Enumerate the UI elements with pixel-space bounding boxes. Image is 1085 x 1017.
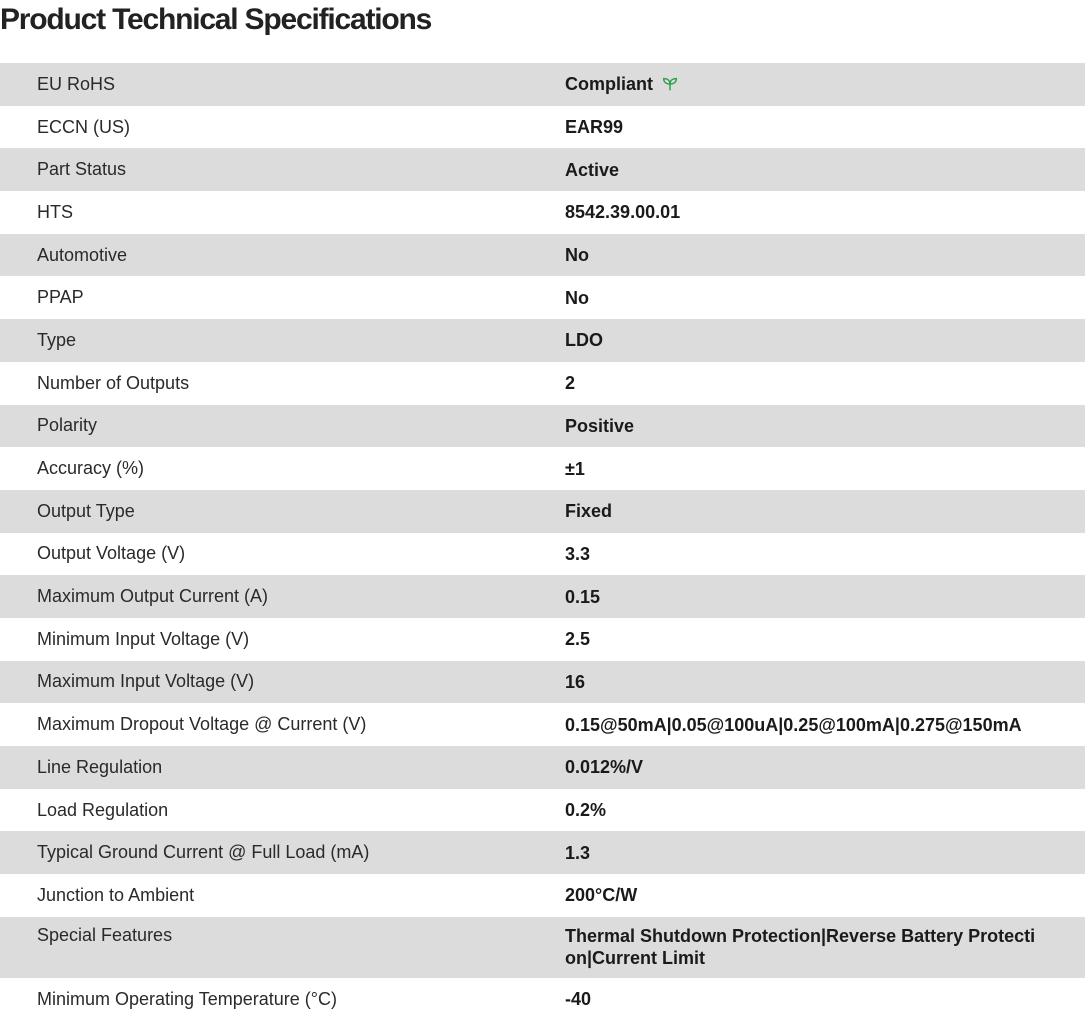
page-title: Product Technical Specifications [0,3,432,36]
spec-label: Maximum Dropout Voltage @ Current (V) [37,714,367,735]
table-row [0,362,1085,405]
spec-label: Part Status [37,159,127,180]
table-row [0,789,1085,832]
table-row [0,234,1085,277]
spec-label: Maximum Input Voltage (V) [37,671,255,692]
table-row [0,63,1085,106]
spec-label: Junction to Ambient [37,884,195,905]
spec-value: 16 [565,671,586,692]
table-row [0,978,1085,1017]
spec-value: Compliant [565,74,653,95]
spec-value: Active [565,159,620,180]
spec-label: Minimum Input Voltage (V) [37,628,250,649]
table-row [0,703,1085,746]
table-row [0,405,1085,448]
spec-value: LDO [565,330,603,351]
spec-value: 0.15@50mA|0.05@100uA|0.25@100mA|0.275@150mA [565,714,1022,735]
table-row [0,106,1085,149]
table-row [0,575,1085,618]
spec-value: Fixed [565,501,613,522]
spec-value: 200°C/W [565,885,638,906]
spec-value: 0.012%/V [565,757,644,778]
spec-label: Type [37,329,77,350]
spec-value: 0.15 [565,586,601,607]
spec-label: Special Features [37,924,173,945]
table-row [0,490,1085,533]
spec-value-rohs [565,63,1085,106]
spec-label: Output Voltage (V) [37,543,186,564]
spec-value: 3.3 [565,543,591,564]
spec-value: 2 [565,373,576,394]
table-row [0,746,1085,789]
spec-label: HTS [37,201,73,222]
table-row [0,191,1085,234]
table-row [0,447,1085,490]
spec-value: Thermal Shutdown Protection|Reverse Battery Protection|Current Limit [565,925,1036,968]
spec-label: PPAP [37,287,84,308]
table-row [0,618,1085,661]
table-row [0,831,1085,874]
table-row [0,319,1085,362]
spec-label: Number of Outputs [37,372,190,393]
spec-label: Accuracy (%) [37,458,145,479]
spec-value: 8542.39.00.01 [565,202,681,223]
spec-value: 0.2% [565,800,607,821]
spec-value: No [565,245,589,266]
spec-label: Automotive [37,244,128,265]
spec-value: Positive [565,415,635,436]
leaf-icon [661,75,679,93]
spec-value: 1.3 [565,842,591,863]
spec-label: EU RoHS [37,73,116,94]
spec-value: -40 [565,989,592,1010]
spec-value: No [565,287,589,308]
table-row [0,276,1085,319]
table-row [0,874,1085,917]
spec-label: Maximum Output Current (A) [37,586,269,607]
spec-label: Line Regulation [37,756,163,777]
spec-value: ±1 [565,458,585,479]
spec-label: Output Type [37,500,135,521]
table-row [0,917,1085,978]
spec-label: ECCN (US) [37,116,130,137]
spec-label: Minimum Operating Temperature (°C) [37,988,337,1009]
spec-label: Typical Ground Current @ Full Load (mA) [37,842,370,863]
spec-value: 2.5 [565,629,591,650]
table-row [0,533,1085,576]
spec-label: Polarity [37,415,98,436]
spec-table [0,63,1085,1017]
spec-value: EAR99 [565,117,624,138]
table-row [0,148,1085,191]
table-row [0,661,1085,704]
spec-label: Load Regulation [37,799,169,820]
